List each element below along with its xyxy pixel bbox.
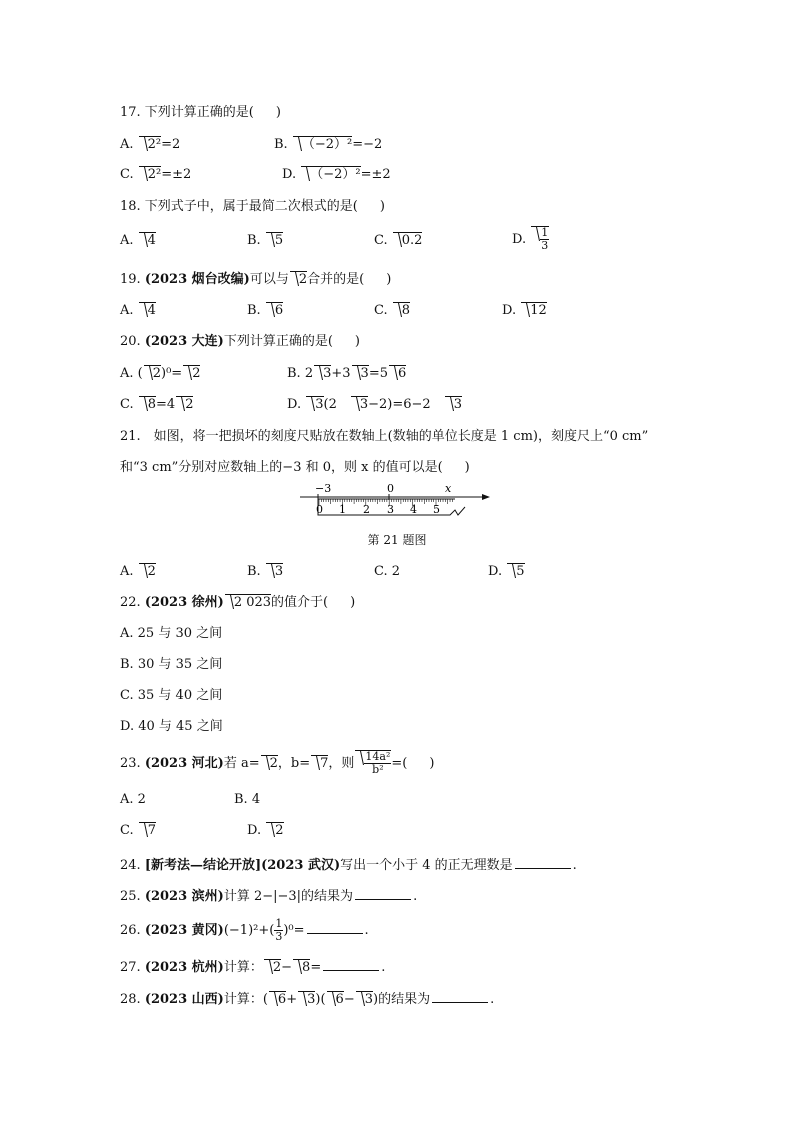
question-23: 23. (2023 河北)若 a= 2，b= 7，则 $\frac{\text{14a²}}{\text{b²}}$ =( )	[120, 750, 435, 776]
q23-option-b: B. 4	[234, 792, 261, 807]
q23-option-d: D. 2	[247, 823, 284, 838]
figure-caption: 第 21 题图	[367, 533, 427, 547]
q20-option-d: D. 3(2 3−2)=6−2 3	[287, 397, 462, 412]
ruler-label: 0	[316, 503, 323, 516]
answer-blank[interactable]	[355, 887, 411, 900]
ruler-label: 1	[339, 503, 346, 516]
ruler-label: 3	[387, 503, 394, 516]
q23-option-a: A. 2	[120, 792, 146, 807]
ruler-label: 2	[363, 503, 370, 516]
answer-blank[interactable]	[515, 856, 571, 869]
question-24: 24. [新考法—结论开放](2023 武汉)写出一个小于 4 的正无理数是 .	[120, 858, 577, 873]
q21-option-b: B. 3	[247, 564, 284, 579]
q17-option-a: A. 2²=2	[120, 137, 181, 152]
axis-label-neg3: −3	[315, 482, 332, 495]
question-20: 20. (2023 大连)下列计算正确的是( )	[120, 334, 360, 349]
question-19: 19. (2023 烟台改编)可以与 2合并的是( )	[120, 272, 392, 287]
question-21-line-2: 和“3 cm”分别对应数轴上的−3 和 0，则 x 的值可以是( )	[120, 460, 470, 475]
q21-option-d: D. 5	[488, 564, 525, 579]
question-25: 25. (2023 滨州)计算 2−|−3|的结果为 .	[120, 889, 418, 904]
q19-option-c: C. 8	[374, 303, 411, 318]
q19-option-a: A. 4	[120, 303, 156, 318]
axis-label-zero: 0	[387, 482, 394, 495]
ruler-diagram	[298, 482, 498, 522]
q18-option-a: A. 4	[120, 233, 156, 248]
question-28: 28. (2023 山西)计算：( 6+ 3)( 6− 3)的结果为 .	[120, 992, 495, 1007]
q17-option-c: C. 2²=±2	[120, 167, 192, 182]
q22-option-d: D. 40 与 45 之间	[120, 719, 223, 734]
question-21-line-1: 21. 如图，将一把损坏的刻度尺贴放在数轴上(数轴的单位长度是 1 cm)，刻度尺上“0 cm”	[120, 429, 649, 444]
arrow-icon	[482, 494, 490, 500]
question-22: 22. (2023 徐州) 2 023的值介于( )	[120, 595, 356, 610]
q17-option-d: D. （−2）²=±2	[282, 167, 391, 182]
q22-option-b: B. 30 与 35 之间	[120, 657, 223, 672]
axis-label-x: x	[445, 482, 452, 495]
ruler-label: 4	[410, 503, 417, 516]
q19-option-b: B. 6	[247, 303, 284, 318]
q21-option-c: C. 2	[374, 564, 401, 579]
q18-option-d: D. $\frac{1}{3}$	[512, 226, 549, 252]
q18-option-c: C. 0.2	[374, 233, 423, 248]
answer-blank[interactable]	[432, 990, 488, 1003]
question-27: 27. (2023 杭州)计算： 2− 8= .	[120, 960, 386, 975]
q20-option-c: C. 8=4 2	[120, 397, 194, 412]
q22-option-a: A. 25 与 30 之间	[120, 626, 223, 641]
q20-option-a: A. ( 2)⁰= 2	[120, 366, 201, 381]
q21-option-a: A. 2	[120, 564, 156, 579]
ruler-label: 5	[433, 503, 440, 516]
question-18: 18. 下列式子中，属于最简二次根式的是( )	[120, 199, 385, 214]
q22-option-c: C. 35 与 40 之间	[120, 688, 223, 703]
q19-option-d: D. 12	[502, 303, 547, 318]
q23-option-c: C. 7	[120, 823, 157, 838]
answer-blank[interactable]	[323, 958, 379, 971]
answer-blank[interactable]	[307, 921, 363, 934]
question-17: 17. 下列计算正确的是( )	[120, 105, 281, 120]
q17-option-b: B. （−2）²=−2	[274, 137, 383, 152]
q20-option-b: B. 2 3+3 3=5 6	[287, 366, 407, 381]
question-26: 26. (2023 黄冈)(−1)²+( $\frac{1}{3}$ )⁰= .	[120, 917, 369, 943]
ruler-number-line-figure	[298, 482, 498, 526]
q18-option-b: B. 5	[247, 233, 284, 248]
